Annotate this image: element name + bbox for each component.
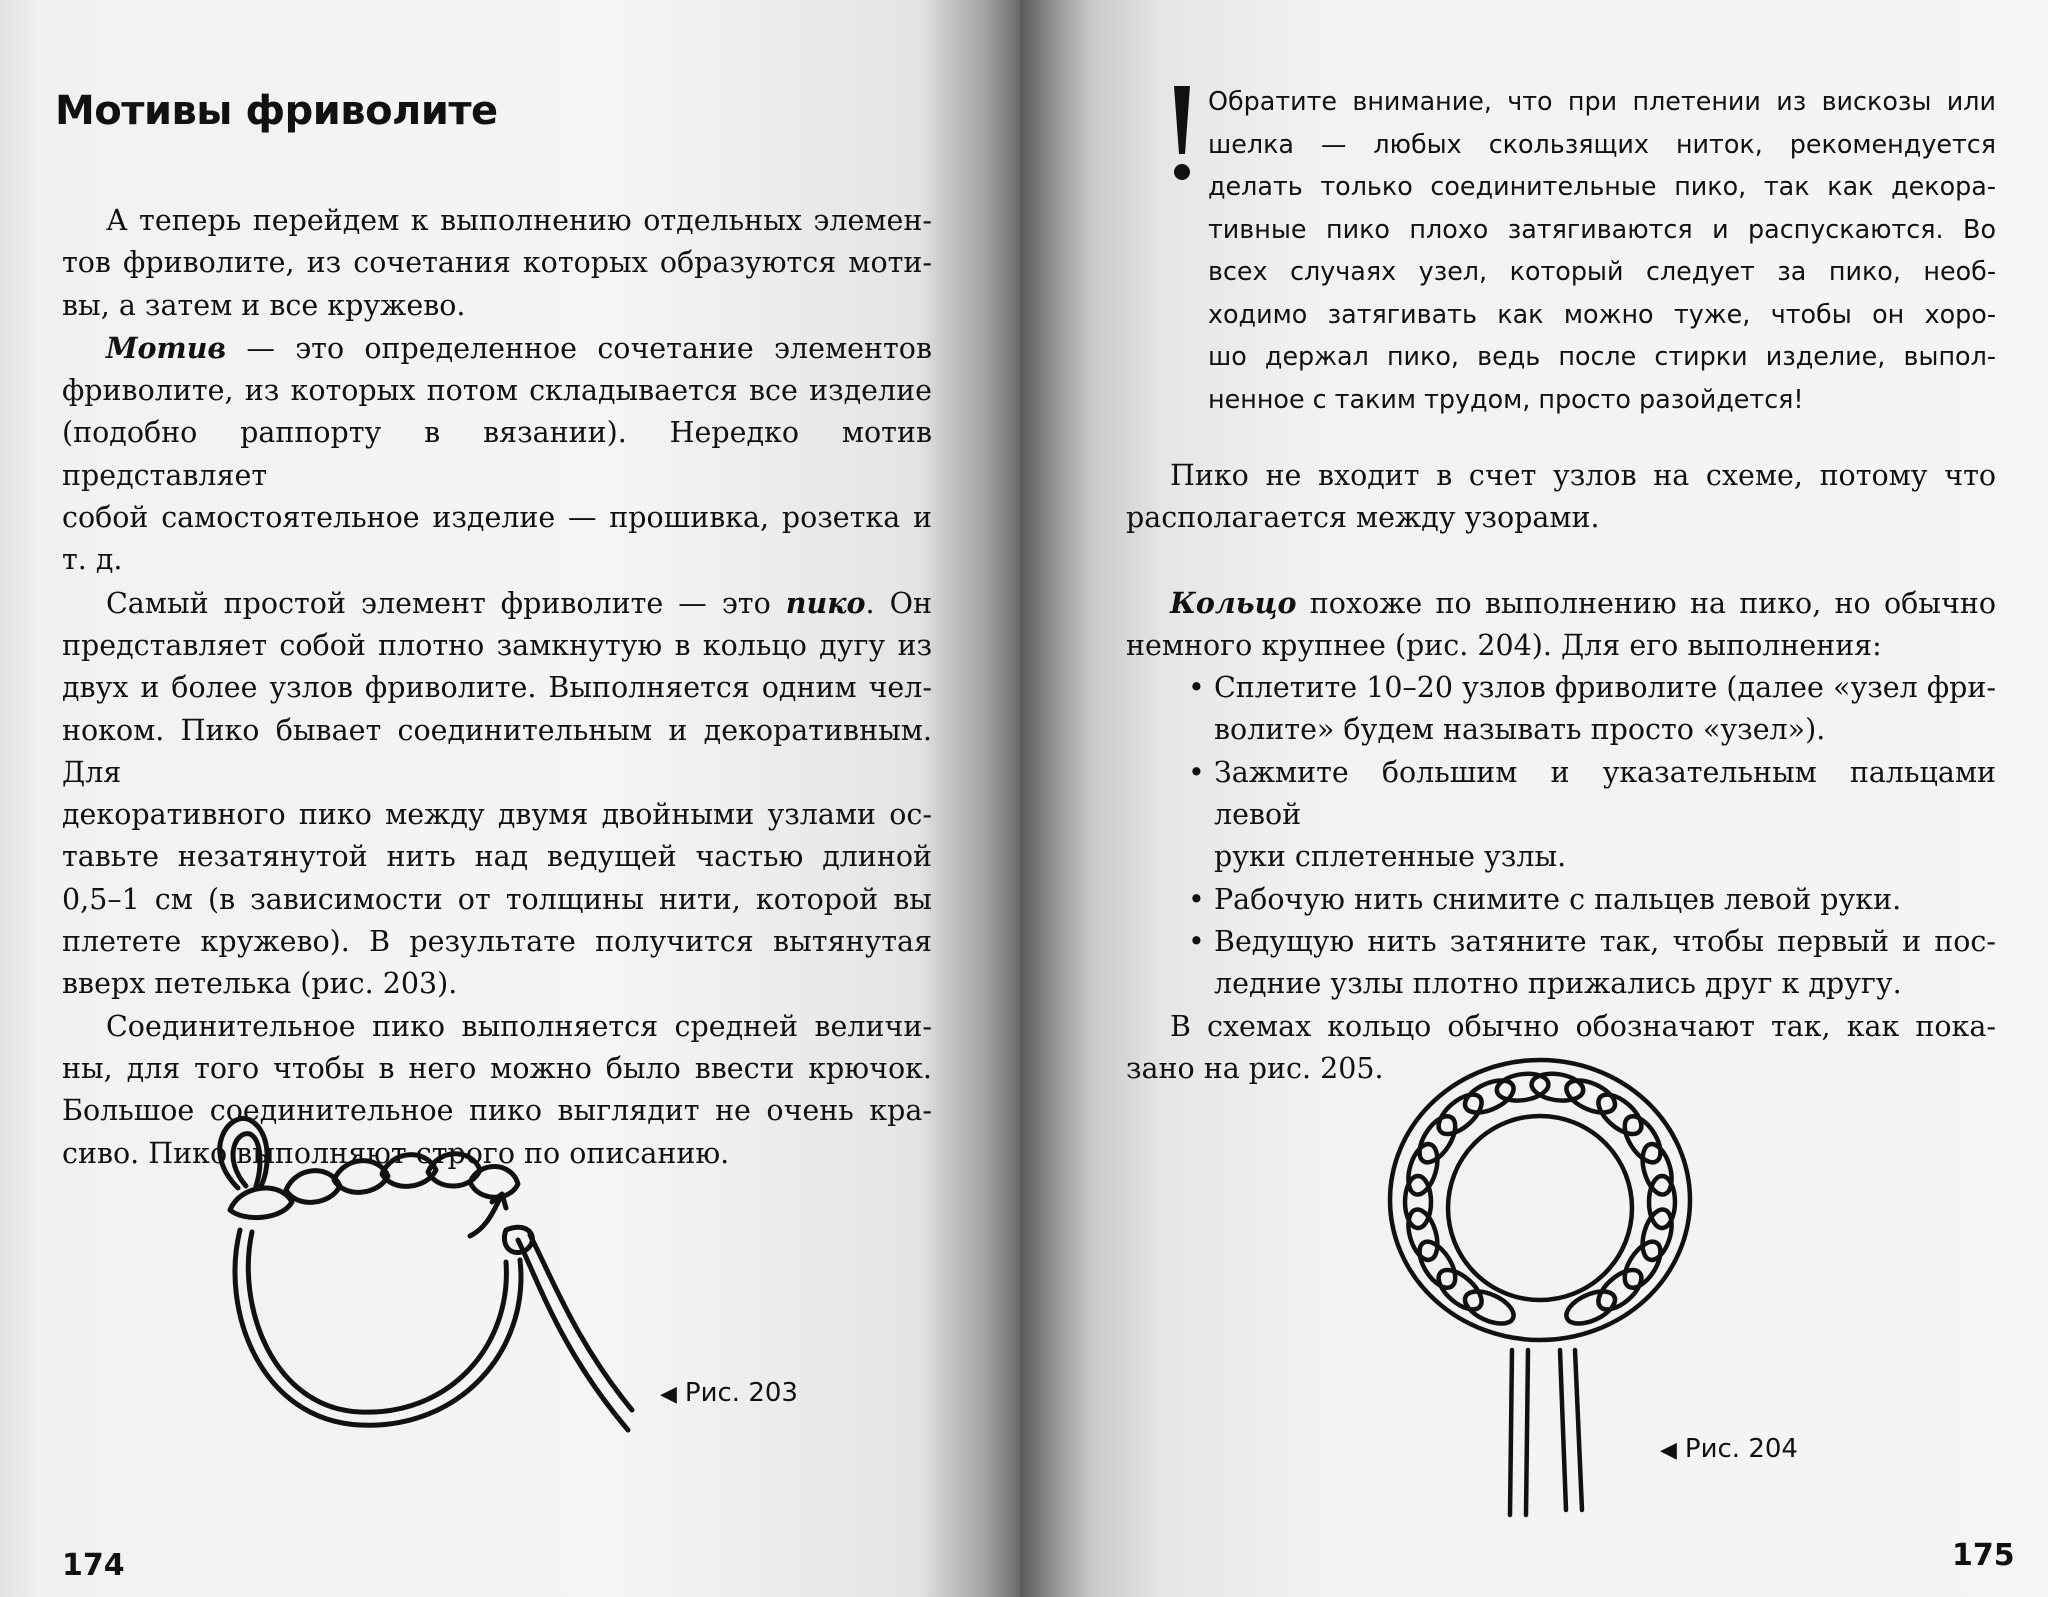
page-number: 174 [62,1548,125,1583]
text-line: Ведущую нить затяните так, чтобы первый и пос- [1214,924,1996,958]
text-fragment: похоже по выполнению на пико, но обычно [1296,586,1996,620]
ring-knot [1403,1206,1443,1263]
ring-knot [1460,1074,1518,1119]
text-line: (подобно раппорту в вязании). Нередко мотив представляет [62,416,932,492]
text-line: ледние узлы плотно прижались друг к другу. [1214,967,1902,1001]
text-line: фриволите, из которых потом складывается все изделие [62,374,932,408]
thread-tail [530,1235,632,1410]
page-number: 175 [1952,1538,2015,1573]
knot [334,1161,388,1193]
text-line [62,327,932,370]
right-body-text [1126,455,1996,1090]
thread-tail [1526,1350,1528,1515]
text-line: тов фриволите, из сочетания которых образуются моти- [62,246,932,280]
figure-203-caption [660,1378,798,1408]
notice-line: тивные пико плохо затягиваются и распускаются. Во [1208,213,1996,244]
ring-knot [1637,1141,1677,1198]
text-line [1126,582,1996,625]
list-item [1126,667,1996,752]
notice-line: шелка — любых скользящих ниток, рекомендуется [1208,128,1996,159]
text-line: двух и более узлов фриволите. Выполняется одним чел- [62,671,932,705]
caption-text: Рис. 203 [684,1378,798,1408]
text-line: ны, для того чтобы в него можно было ввести крючок. [62,1051,932,1085]
text-line: вверх петелька (рис. 203). [62,967,458,1001]
page-title: Мотивы фриволите [55,88,498,134]
ring-knot [1432,1263,1488,1317]
ring-knot [1530,1071,1585,1104]
notice-line: делать только соединительные пико, так как декора- [1208,171,1996,201]
notice-line: ходимо затягивать как можно туже, чтобы он хоро- [1208,298,1996,329]
exclamation-icon [1168,84,1196,184]
text-line: Соединительное пико выполняется средней величи- [106,1009,932,1043]
text-fragment: Самый простой элемент фриволите — это [106,586,786,620]
direction-arrow [470,1198,500,1236]
knot [470,1166,518,1197]
text-line: ноком. Пико бывает соединительным и декоративным. Для [62,713,932,789]
text-line: тавьте незатянутой нить над ведущей частью длиной [62,840,932,874]
list-item [1126,921,1996,1006]
text-line: представляет собой плотно замкнутую в кольцо дугу из [62,628,932,662]
bullet-mark: • [1188,671,1205,705]
text-line: Сплетите 10–20 узлов фриволите (далее «узел фри- [1214,671,1996,705]
text-line: плетете кружево). В результате получится вытянутая [62,925,932,959]
text-fragment: — это определенное сочетание элементов [226,331,932,365]
left-body-text [62,200,932,1175]
list-item [1126,879,1996,921]
text-line: собой самостоятельное изделие — прошивка, розетка и т. д. [62,501,932,577]
bullet-mark: • [1188,882,1205,916]
notice-line: Обратите внимание, что при плетении из вискозы или [1208,86,1996,116]
term-piko: пико [785,585,866,620]
text-line: Зажмите большим и указательным пальцами левой [1214,755,1996,832]
term-motiv: Мотив [106,330,227,365]
text-fragment: . Он [865,586,932,620]
list-item [1126,752,1996,879]
thread-tail [1510,1350,1512,1515]
text-line [62,582,932,625]
bullet-mark: • [1188,755,1205,789]
text-line: Пико не входит в счет узлов на схеме, потому что [1170,459,1996,492]
left-triangle-icon: ◀ [1660,1438,1677,1463]
text-line: В схемах кольцо обычно обозначают так, как пока- [1170,1009,1996,1043]
ring-knot [1637,1206,1677,1263]
text-line: Большое соединительное пико выглядит не очень кра- [62,1094,932,1128]
thread-tail [518,1240,628,1430]
knot [230,1188,292,1218]
text-line: зано на рис. 205. [1126,1051,1384,1085]
ring-loop [235,1230,521,1425]
text-line: Рабочую нить снимите с пальцев левой руки. [1214,882,1902,916]
figure-203-picot [200,1090,640,1450]
bullet-mark: • [1188,924,1205,958]
notice-line: всех случаях узел, который следует за пико, необ- [1208,256,1996,286]
text-line: сиво. Пико выполняют строго по описанию. [62,1136,730,1170]
ring-knots [1403,1071,1677,1330]
term-koltso: Кольцо [1170,585,1297,620]
text-line: 0,5–1 см (в зависимости от толщины нити, которой вы [62,882,932,916]
ring-knot [1403,1141,1443,1198]
text-line: руки сплетенные узлы. [1214,840,1567,874]
left-triangle-icon: ◀ [660,1382,677,1407]
text-line: располагается между узорами. [1126,501,1600,535]
knot [286,1171,340,1203]
figure-204-caption [1660,1434,1798,1464]
ring-loop-inner [248,1232,506,1412]
ring-inner [1448,1116,1632,1300]
notice-line: шо держал пико, ведь после стирки изделие, выпол- [1208,341,1996,371]
text-line: А теперь перейдем к выполнению отдельных элемен- [106,204,932,237]
text-line: немного крупнее (рис. 204). Для его выполнения: [1126,628,1882,662]
notice-text [1208,80,1996,420]
text-line: волите» будем называть просто «узел»). [1214,713,1826,747]
caption-text: Рис. 204 [1684,1434,1798,1464]
thread-tail [1560,1350,1566,1510]
thread-tail [1575,1350,1582,1510]
notice-line: ненное с таким трудом, просто разойдется! [1208,383,1804,414]
figure-204-ring [1370,1050,1710,1520]
text-line: декоративного пико между двумя двойными узлами ос- [62,798,932,832]
picot-loop-inner [233,1134,260,1186]
text-line: вы, а затем и все кружево. [62,288,466,322]
